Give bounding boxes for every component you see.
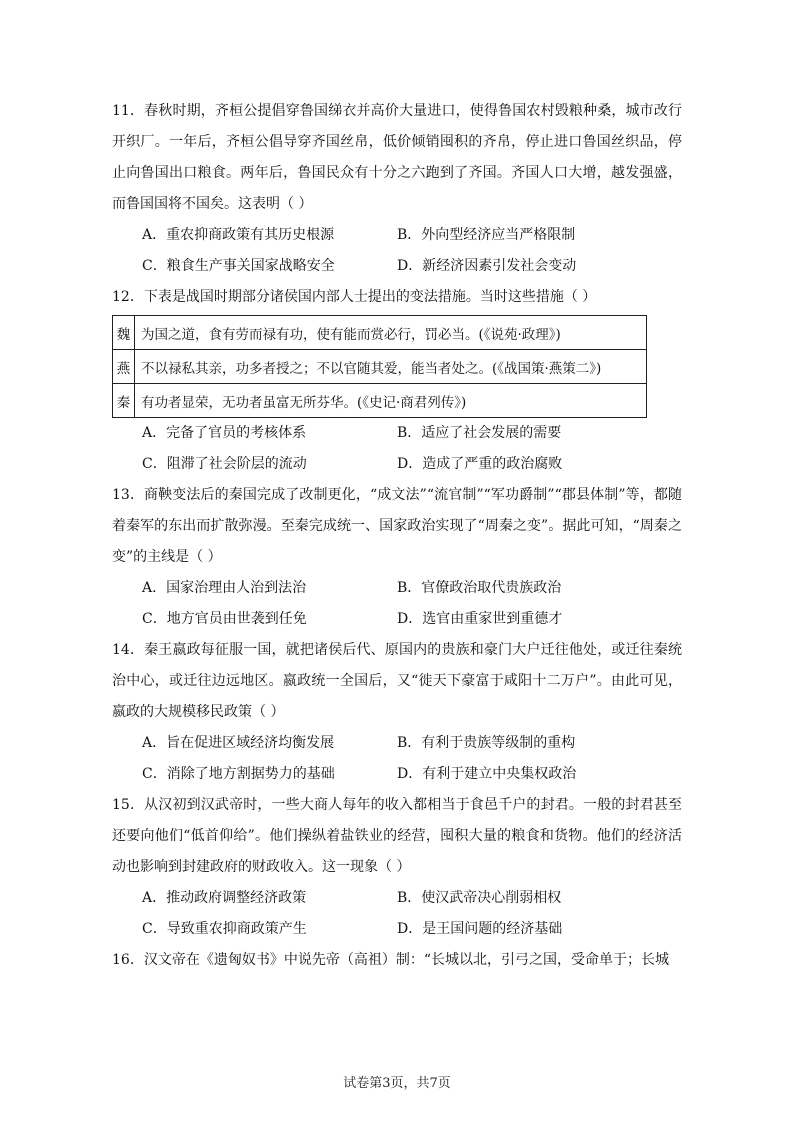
state-cell: 燕 [113,350,135,384]
exam-page [112,96,682,976]
question-11 [112,96,682,282]
question-15 [112,790,682,945]
option-d[interactable]: D．有利于建立中央集权政治 [397,766,577,782]
question-stem: 13．商鞅变法后的秦国完成了改制更化，“成文法”“流官制”“军功爵制”“郡县体制”等，都随着秦军的东出而扩散弥漫。至秦完成统一、国家政治实现了“周秦之变”。据此可知，“周秦之变”的主线是（ ） [112,487,682,565]
question-stem: 12．下表是战国时期部分诸侯国内部人士提出的变法措施。当时这些措施（ ） [112,289,597,305]
option-row [112,251,682,282]
option-c[interactable]: C．阻滞了社会阶层的流动 [142,456,307,472]
option-row [112,220,682,251]
measure-cell: 不以禄私其亲，功多者授之；不以官随其爱，能当者处之。(《战国策·燕策二》) [135,350,647,384]
state-cell: 秦 [113,384,135,418]
option-c[interactable]: C．消除了地方割据势力的基础 [142,766,335,782]
option-row [112,883,682,914]
option-row [112,418,682,449]
option-b[interactable]: B．使汉武帝决心削弱相权 [397,890,562,906]
option-d[interactable]: D．造成了严重的政治腐败 [397,456,563,472]
reform-table [112,315,647,418]
state-cell: 魏 [113,316,135,350]
question-stem: 16．汉文帝在《遗匈奴书》中说先帝（高祖）制：“长城以北，引弓之国，受命单于；长城 [112,952,669,968]
option-a[interactable]: A．重农抑商政策有其历史根源 [142,227,335,243]
option-row [112,914,682,945]
option-b[interactable]: B．适应了社会发展的需要 [397,425,562,441]
option-row [112,604,682,635]
option-a[interactable]: A．国家治理由人治到法治 [142,580,307,596]
option-c[interactable]: C．地方官员由世袭到任免 [142,611,307,627]
option-c[interactable]: C．导致重农抑商政策产生 [142,921,307,937]
option-a[interactable]: A．完备了官员的考核体系 [142,425,307,441]
option-b[interactable]: B．外向型经济应当严格限制 [397,227,576,243]
option-row [112,759,682,790]
question-stem: 15．从汉初到汉武帝时，一些大商人每年的收入都相当于食邑千户的封君。一般的封君甚至还要向他们“低首仰给”。他们操纵着盐铁业的经营，囤积大量的粮食和货物。他们的经济活动也影响到封建政府的财政收入。这一现象（ ） [112,797,682,875]
option-b[interactable]: B．官僚政治取代贵族政治 [397,580,562,596]
option-a[interactable]: A．旨在促进区域经济均衡发展 [142,735,335,751]
question-16 [112,945,682,976]
question-stem: 14．秦王嬴政每征服一国，就把诸侯后代、原国内的贵族和豪门大户迁往他处，或迁往秦统治中心，或迁往边远地区。嬴政统一全国后，又“徙天下豪富于咸阳十二万户”。由此可见，嬴政的大规模移民政策（ ） [112,642,682,720]
option-row [112,728,682,759]
option-d[interactable]: D．选官由重家世到重德才 [397,611,563,627]
table-row [113,350,647,384]
option-d[interactable]: D．是王国问题的经济基础 [397,921,563,937]
page-footer: 试卷第3页，共7页 [343,1076,451,1091]
option-b[interactable]: B．有利于贵族等级制的重构 [397,735,576,751]
table-row [113,384,647,418]
question-stem: 11．春秋时期，齐桓公提倡穿鲁国绨衣并高价大量进口，使得鲁国农村毁粮种桑，城市改行开织厂。一年后，齐桓公倡导穿齐国丝帛，低价倾销囤积的齐帛，停止进口鲁国丝织品，停止向鲁国出口粮食。两年后，鲁国民众有十分之六跑到了齐国。齐国人口大增，越发强盛，而鲁国国将不国矣。这表明（ ） [112,103,682,212]
question-12 [112,282,682,480]
measure-cell: 有功者显荣，无功者虽富无所芬华。(《史记·商君列传》) [135,384,647,418]
option-row [112,573,682,604]
option-a[interactable]: A．推动政府调整经济政策 [142,890,307,906]
option-d[interactable]: D．新经济因素引发社会变动 [397,258,577,274]
question-13 [112,480,682,635]
question-14 [112,635,682,790]
option-c[interactable]: C．粮食生产事关国家战略安全 [142,258,335,274]
table-row [113,316,647,350]
option-row [112,449,682,480]
measure-cell: 为国之道，食有劳而禄有功，使有能而赏必行，罚必当。(《说苑·政理》) [135,316,647,350]
